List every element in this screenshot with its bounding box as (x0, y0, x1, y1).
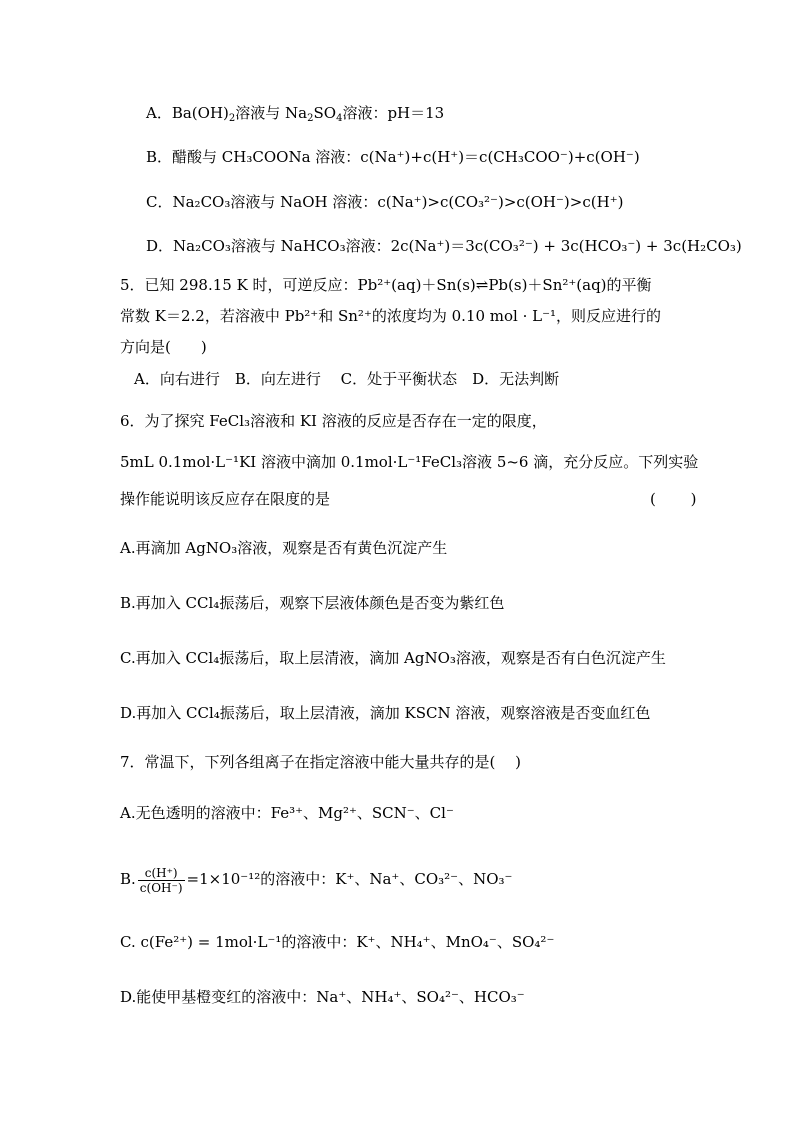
fraction: $\frac{c(H^+)}{c(OH^-)}$ (139, 865, 183, 895)
q7-option-d: D.能使甲基橙变红的溶液中：Na⁺、NH₄⁺、SO₄²⁻、HCO₃⁻ (120, 988, 525, 1006)
q7-option-a: A.无色透明的溶液中：Fe³⁺、Mg²⁺、SCN⁻、Cl⁻ (120, 804, 454, 822)
q6-option-a: A.再滴加 AgNO₃溶液，观察是否有黄色沉淀产生 (120, 539, 448, 557)
q4-option-c: C．Na₂CO₃溶液与 NaOH 溶液：c(Na⁺)>c(CO₃²⁻)>c(OH⁻)>c(H⁺) (146, 193, 624, 211)
q4-option-a: A．$Ba(OH)_2$溶液与 $Na_2SO_4$溶液：pH＝13 (146, 104, 445, 124)
q4-option-d: D．Na₂CO₃溶液与 NaHCO₃溶液：2c(Na⁺)＝3c(CO₃²⁻) + 3c(HCO₃⁻) + 3c(H₂CO₃) (146, 237, 742, 255)
q7-option-c: C. c(Fe²⁺) = 1mol·L⁻¹的溶液中：K⁺、NH₄⁺、MnO₄⁻、SO₄²⁻ (120, 933, 555, 951)
q6-option-b: B.再加入 CCl₄振荡后，观察下层液体颜色是否变为紫红色 (120, 594, 505, 612)
q7-option-b: B. $\frac{c(H^+)}{c(OH^-)}$ =1×10⁻¹²的溶液中：K⁺、Na⁺、CO₃²⁻、NO₃⁻ (120, 865, 513, 895)
q6-option-d: D.再加入 CCl₄振荡后，取上层清液，滴加 KSCN 溶液，观察溶液是否变血红色 (120, 704, 651, 722)
q5-stem-line2: 常数 K＝2.2，若溶液中 Pb²⁺和 Sn²⁺的浓度均为 0.10 mol · L⁻¹，则反应进行的 (120, 307, 662, 325)
q7-stem: 7．常温下，下列各组离子在指定溶液中能大量共存的是( ) (120, 753, 522, 771)
q6-stem-line1: 6．为了探究 FeCl₃溶液和 KI 溶液的反应是否存在一定的限度， (120, 412, 547, 430)
q5-options: A．向右进行 B．向左进行 C．处于平衡状态 D．无法判断 (134, 370, 560, 388)
q5-stem-line3: 方向是( ) (120, 338, 207, 356)
q5-stem-line1: 5．已知 298.15 K 时，可逆反应：Pb²⁺(aq)＋Sn(s)⇌Pb(s)＋Sn²⁺(aq)的平衡 (120, 276, 652, 294)
option-label: A． (146, 104, 172, 122)
q4-option-b: B．醋酸与 CH₃COONa 溶液：c(Na⁺)+c(H⁺)＝c(CH₃COO⁻)+c(OH⁻) (146, 148, 640, 166)
q6-stem-line2: 5mL 0.1mol·L⁻¹KI 溶液中滴加 0.1mol·L⁻¹FeCl₃溶液 5~6 滴，充分反应。下列实验 (120, 453, 699, 471)
q6-stem-line3: 操作能说明该反应存在限度的是 (120, 490, 331, 508)
q6-option-c: C.再加入 CCl₄振荡后，取上层清液，滴加 AgNO₃溶液，观察是否有白色沉淀产生 (120, 649, 666, 667)
answer-bracket: ( ) (650, 490, 697, 508)
